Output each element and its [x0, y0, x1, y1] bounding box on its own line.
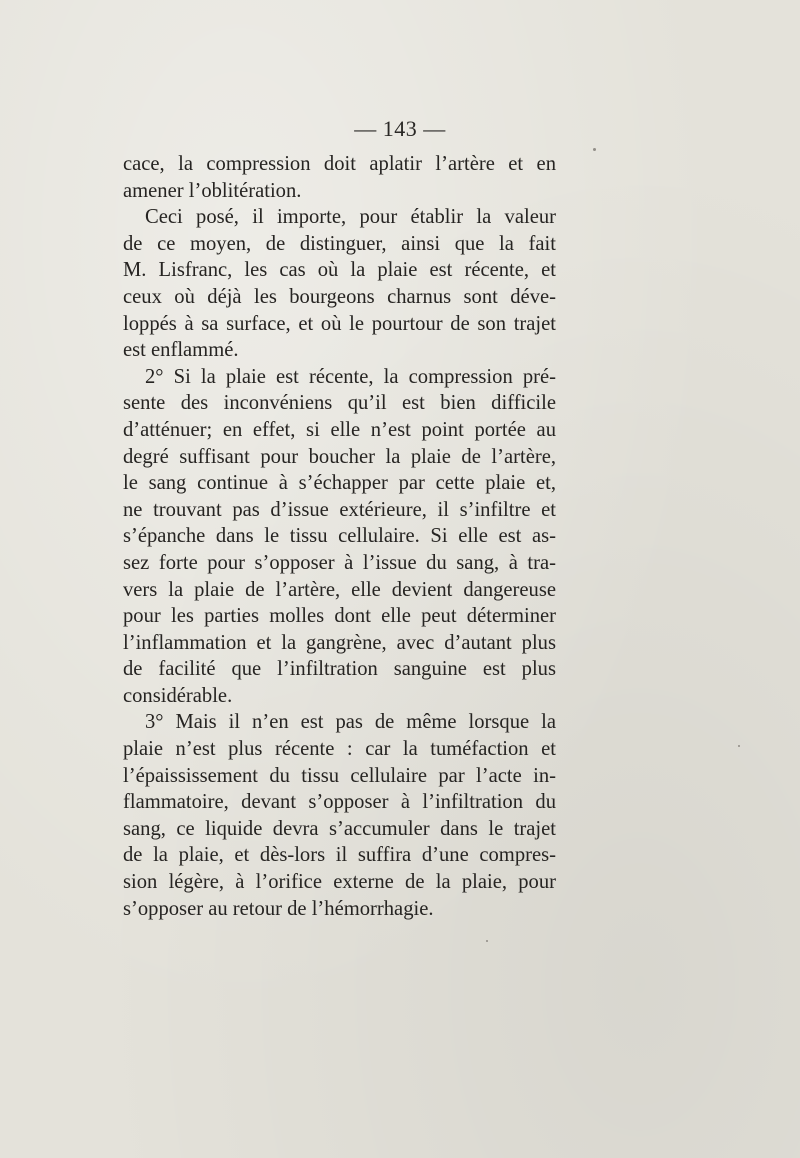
text-line: plaie n’est plus récente : car la tuméfaction et [123, 738, 556, 761]
text-line: vers la plaie de l’artère, elle devient dangereuse [123, 578, 556, 601]
text-line: Ceci posé, il importe, pour établir la valeur [145, 206, 556, 229]
text-line: s’opposer au retour de l’hémorrhagie. [123, 897, 434, 920]
text-line: ne trouvant pas d’issue extérieure, il s’infiltre et [123, 498, 556, 521]
text-line: sez forte pour s’opposer à l’issue du sang, à tra- [123, 551, 556, 574]
text-line: pour les parties molles dont elle peut déterminer [123, 605, 556, 628]
page-number: — 143 — [354, 116, 446, 141]
text-line: 2° Si la plaie est récente, la compression pré- [145, 365, 556, 388]
text-line: M. Lisfranc, les cas où la plaie est récente, et [123, 259, 556, 282]
body-text [123, 151, 556, 922]
paper-speck [738, 745, 740, 747]
text-line: ceux où déjà les bourgeons charnus sont déve- [123, 285, 556, 308]
text-line: l’épaississement du tissu cellulaire par l’acte in- [123, 764, 556, 787]
text-line: sion légère, à l’orifice externe de la plaie, pour [123, 871, 556, 894]
text-line: 3° Mais il n’en est pas de même lorsque la [145, 711, 556, 734]
text-line: loppés à sa surface, et où le pourtour de son trajet [123, 312, 556, 335]
text-line: est enflammé. [123, 339, 239, 362]
text-line: cace, la compression doit aplatir l’artère et en [123, 153, 556, 175]
text-line: de ce moyen, de distinguer, ainsi que la fait [123, 232, 556, 255]
text-line: sente des inconvéniens qu’il est bien difficile [123, 392, 556, 415]
paper-speck [486, 940, 488, 942]
text-line: l’inflammation et la gangrène, avec d’autant plus [123, 631, 556, 654]
text-line: amener l’oblitération. [123, 179, 302, 202]
text-line: le sang continue à s’échapper par cette plaie et, [123, 472, 556, 495]
text-line: d’atténuer; en effet, si elle n’est point portée au [123, 418, 556, 441]
text-line: considérable. [123, 684, 233, 707]
text-line: sang, ce liquide devra s’accumuler dans le trajet [123, 817, 556, 840]
text-line: s’épanche dans le tissu cellulaire. Si elle est as- [123, 525, 556, 548]
paper-speck [593, 148, 596, 151]
text-line: degré suffisant pour boucher la plaie de l’artère, [123, 445, 556, 468]
text-line: de la plaie, et dès-lors il suffira d’une compres- [123, 844, 556, 867]
text-line: de facilité que l’infiltration sanguine est plus [123, 658, 556, 681]
text-line: flammatoire, devant s’opposer à l’infiltration du [123, 791, 556, 814]
